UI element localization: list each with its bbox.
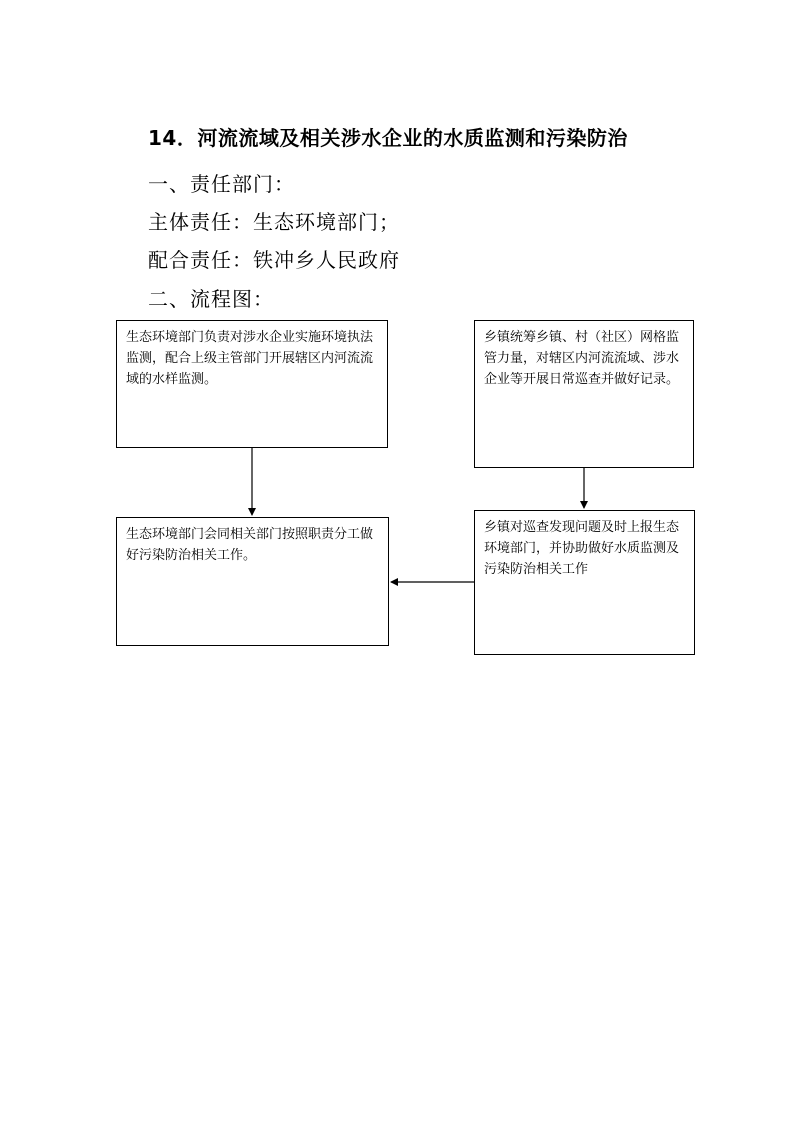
flow-box-bottom-right: 乡镇对巡查发现问题及时上报生态环境部门，并协助做好水质监测及污染防治相关工作 — [474, 510, 695, 655]
flow-box-bottom-left: 生态环境部门会同相关部门按照职责分工做好污染防治相关工作。 — [116, 517, 389, 646]
cooperating-responsibility: 配合责任：铁冲乡人民政府 — [148, 248, 400, 272]
flowchart-heading: 二、流程图： — [148, 287, 274, 311]
flow-box-top-left: 生态环境部门负责对涉水企业实施环境执法监测，配合上级主管部门开展辖区内河流流域的水样监测。 — [116, 320, 388, 448]
responsibility-heading: 一、责任部门： — [148, 172, 295, 196]
main-responsibility: 主体责任：生态环境部门； — [148, 210, 400, 234]
flow-box-top-right: 乡镇统筹乡镇、村（社区）网格监管力量，对辖区内河流流域、涉水企业等开展日常巡查并做好记录。 — [474, 320, 694, 468]
document-title: 14．河流流域及相关涉水企业的水质监测和污染防治 — [148, 126, 628, 150]
